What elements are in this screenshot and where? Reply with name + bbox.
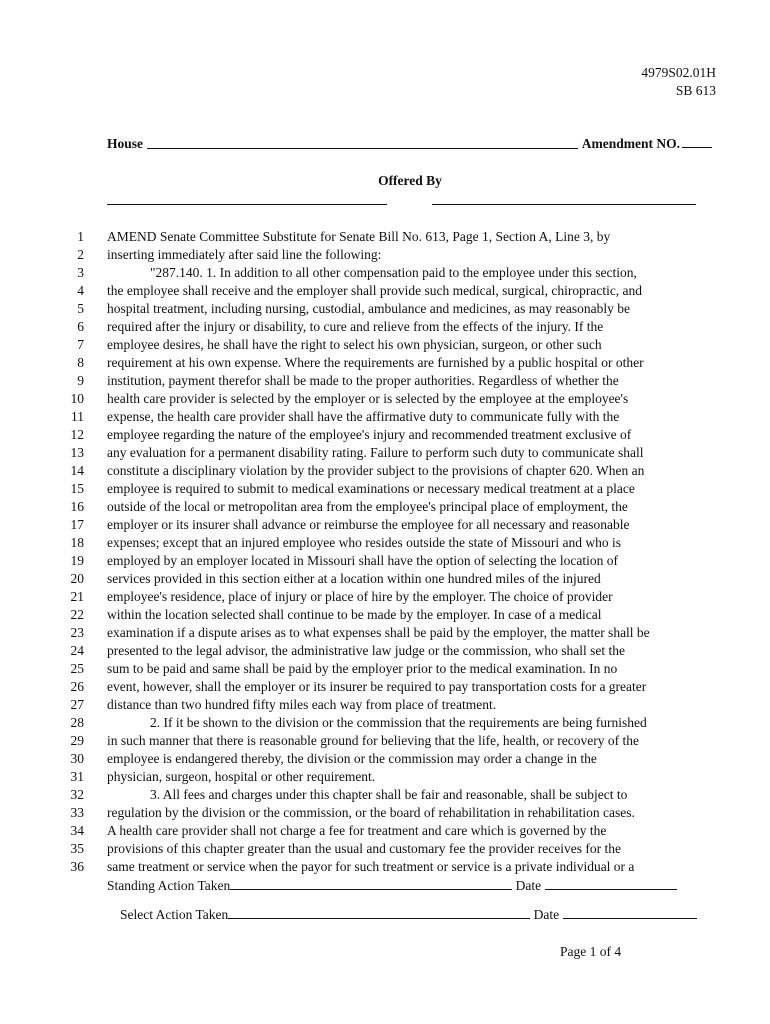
standing-action-label: Standing Action Taken <box>107 878 231 893</box>
line-text: employee regarding the nature of the employee's injury and recommended treatment exclusive of <box>107 427 632 442</box>
text-line <box>0 354 770 372</box>
line-number: 12 <box>70 427 84 442</box>
select-date-label: Date <box>533 907 560 922</box>
line-text: in such manner that there is reasonable ground for believing that the life, health, or recovery of the <box>107 733 639 748</box>
page-number: Page 1 of 4 <box>560 944 622 959</box>
line-number: 1 <box>77 229 84 244</box>
text-line <box>0 336 770 354</box>
amendment-number <box>582 136 712 152</box>
line-number: 29 <box>70 733 84 748</box>
standing-action-blank <box>230 888 512 890</box>
line-text: requirement at his own expense. Where the requirements are furnished by a public hospital or other <box>107 355 644 370</box>
line-text: same treatment or service when the payor for such treatment or service is a private individual or a <box>107 859 635 874</box>
line-number: 22 <box>70 607 84 622</box>
line-number: 6 <box>77 319 84 334</box>
text-line <box>0 516 770 534</box>
line-text: AMEND Senate Committee Substitute for Senate Bill No. 613, Page 1, Section A, Line 3, by <box>107 229 611 244</box>
line-number: 33 <box>70 805 84 820</box>
line-number: 32 <box>70 787 84 802</box>
amendment-number-blank <box>682 147 712 148</box>
text-line <box>0 300 770 318</box>
line-number: 8 <box>77 355 84 370</box>
doc-id-block <box>641 64 716 100</box>
text-line <box>0 570 770 588</box>
text-line <box>0 714 770 732</box>
standing-date-label: Date <box>515 878 542 893</box>
line-text: distance than two hundred fifty miles each way from place of treatment. <box>107 697 497 712</box>
line-text: employee desires, he shall have the right to select his own physician, surgeon, or other such <box>107 337 602 352</box>
text-line <box>0 408 770 426</box>
line-text: any evaluation for a permanent disability rating. Failure to perform such duty to communicate shall <box>107 445 644 460</box>
line-text: constitute a disciplinary violation by the provider subject to the provisions of chapter 620. When an <box>107 463 645 478</box>
text-line <box>0 372 770 390</box>
line-text: A health care provider shall not charge a fee for treatment and care which is governed by the <box>107 823 607 838</box>
text-line <box>0 840 770 858</box>
text-line <box>0 390 770 408</box>
line-number: 7 <box>77 337 84 352</box>
line-text: examination if a dispute arises as to what expenses shall be paid by the employer, the matter shall be <box>107 625 650 640</box>
line-text: physician, surgeon, hospital or other requirement. <box>107 769 376 784</box>
doc-code: 4979S02.01H <box>641 65 716 80</box>
line-number: 9 <box>77 373 84 388</box>
line-number: 21 <box>70 589 84 604</box>
line-text: institution, payment therefor shall be made to the proper authorities. Regardless of whether the <box>107 373 619 388</box>
line-number: 35 <box>70 841 84 856</box>
text-line <box>0 588 770 606</box>
select-action-blank <box>228 917 530 919</box>
text-line <box>0 246 770 264</box>
text-line <box>0 480 770 498</box>
line-number: 18 <box>70 535 84 550</box>
text-line <box>0 552 770 570</box>
standing-action-row <box>107 878 677 894</box>
line-number: 2 <box>77 247 84 262</box>
line-number: 31 <box>70 769 84 784</box>
line-number: 4 <box>77 283 84 298</box>
line-number: 16 <box>70 499 84 514</box>
line-number: 36 <box>70 859 84 874</box>
line-number: 20 <box>70 571 84 586</box>
offered-by-label: Offered By <box>378 173 442 188</box>
line-text: hospital treatment, including nursing, custodial, ambulance and medicines, as may reasonably be <box>107 301 630 316</box>
line-text: sum to be paid and same shall be paid by the employer prior to the medical examination. In no <box>107 661 618 676</box>
line-text: required after the injury or disability, to cure and relieve from the effects of the injury. If the <box>107 319 604 334</box>
house-amendment-row <box>107 136 712 152</box>
text-line <box>0 696 770 714</box>
text-line <box>0 678 770 696</box>
line-number: 26 <box>70 679 84 694</box>
line-number: 23 <box>70 625 84 640</box>
line-text: expenses; except that an injured employee who resides outside the state of Missouri and who is <box>107 535 622 550</box>
standing-date-blank <box>545 888 677 890</box>
line-number: 30 <box>70 751 84 766</box>
text-line <box>0 858 770 876</box>
text-line <box>0 642 770 660</box>
line-number: 3 <box>77 265 84 280</box>
line-text: inserting immediately after said line the following: <box>107 247 382 262</box>
line-text: employee is endangered thereby, the division or the commission may order a change in the <box>107 751 597 766</box>
line-text: outside of the local or metropolitan area from the employee's principal place of employment, the <box>107 499 628 514</box>
text-line <box>0 768 770 786</box>
text-line <box>0 318 770 336</box>
line-number: 27 <box>70 697 84 712</box>
amendment-label: Amendment NO. <box>581 136 680 151</box>
line-text: employee's residence, place of injury or place of hire by the employer. The choice of provider <box>107 589 613 604</box>
line-text: employee is required to submit to medical examinations or necessary medical treatment at a place <box>107 481 635 496</box>
line-number: 25 <box>70 661 84 676</box>
text-line <box>0 822 770 840</box>
line-text: 2. If it be shown to the division or the commission that the requirements are being furnished <box>150 715 647 730</box>
line-number: 17 <box>70 517 84 532</box>
text-line <box>0 264 770 282</box>
line-number: 13 <box>70 445 84 460</box>
line-text: provisions of this chapter greater than the usual and customary fee the provider receives for the <box>107 841 621 856</box>
offered-by-signature-line-right <box>432 204 696 205</box>
line-text: employer or its insurer shall advance or reimburse the employee for all necessary and reasonable <box>107 517 630 532</box>
text-line <box>0 732 770 750</box>
line-text: health care provider is selected by the employer or is selected by the employee at the employee's <box>107 391 629 406</box>
line-number: 34 <box>70 823 84 838</box>
line-text: "287.140. 1. In addition to all other compensation paid to the employee under this section, <box>150 265 637 280</box>
text-line <box>0 624 770 642</box>
line-text: regulation by the division or the commission, or the board of rehabilitation in rehabilitation cases. <box>107 805 635 820</box>
line-text: the employee shall receive and the employer shall provide such medical, surgical, chiropractic, and <box>107 283 643 298</box>
house-blank-line <box>147 147 578 149</box>
text-line <box>0 534 770 552</box>
text-line <box>0 498 770 516</box>
line-text: event, however, shall the employer or its insurer be required to pay transportation costs for a greater <box>107 679 647 694</box>
line-text: within the location selected shall continue to be made by the employer. In case of a medical <box>107 607 602 622</box>
text-line <box>0 444 770 462</box>
select-action-row <box>120 907 697 923</box>
text-line <box>0 228 770 246</box>
text-line <box>0 804 770 822</box>
line-number: 14 <box>70 463 84 478</box>
text-line <box>0 660 770 678</box>
line-text: presented to the legal advisor, the administrative law judge or the commission, who shall set the <box>107 643 625 658</box>
bill-number: SB 613 <box>675 83 716 98</box>
line-number: 10 <box>70 391 84 406</box>
line-number: 15 <box>70 481 84 496</box>
line-number: 28 <box>70 715 84 730</box>
amendment-text <box>0 228 770 876</box>
select-action-label: Select Action Taken <box>120 907 229 922</box>
text-line <box>0 282 770 300</box>
line-number: 11 <box>71 409 84 424</box>
line-number: 24 <box>70 643 84 658</box>
select-date-blank <box>563 917 697 919</box>
text-line <box>0 606 770 624</box>
text-line <box>0 426 770 444</box>
line-text: employed by an employer located in Missouri shall have the option of selecting the location of <box>107 553 618 568</box>
line-text: expense, the health care provider shall have the affirmative duty to communicate fully with the <box>107 409 620 424</box>
line-text: services provided in this section either at a location within one hundred miles of the injured <box>107 571 601 586</box>
text-line <box>0 786 770 804</box>
text-line <box>0 462 770 480</box>
house-label: House <box>107 136 144 151</box>
offered-by-signature-line-left <box>107 204 387 205</box>
text-line <box>0 750 770 768</box>
line-text: 3. All fees and charges under this chapter shall be fair and reasonable, shall be subject to <box>150 787 628 802</box>
line-number: 19 <box>70 553 84 568</box>
line-number: 5 <box>77 301 84 316</box>
